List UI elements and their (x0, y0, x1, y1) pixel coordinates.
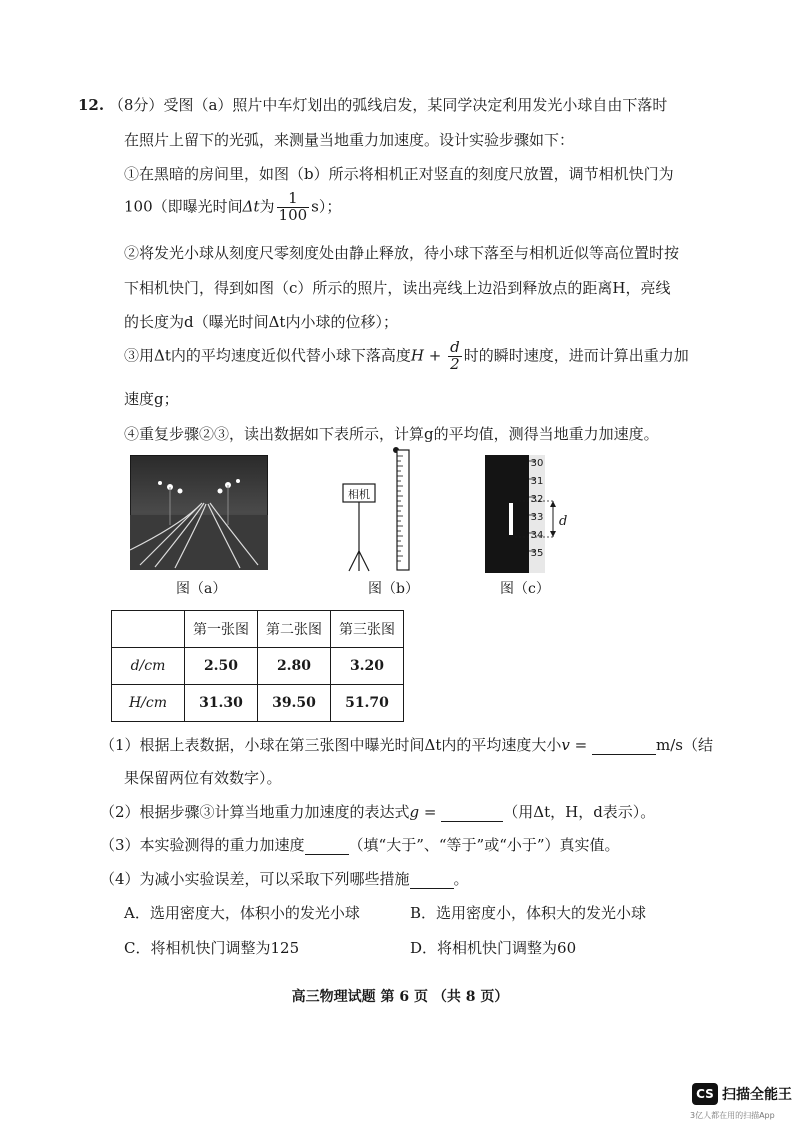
table-cell: 2.50 (185, 648, 258, 685)
figure-a-caption: 图（a） (176, 581, 227, 597)
step3-plus: + (423, 346, 447, 365)
step1-line-a: ①在黑暗的房间里，如图（b）所示将相机正对竖直的刻度尺放置，调节相机快门为 (124, 165, 674, 183)
step3-line-a (124, 340, 689, 373)
camscanner-name: 扫描全能王 (722, 1087, 792, 1103)
q1-prefix: （1）根据上表数据，小球在第三张图中曝光时间Δt内的平均速度大小 (100, 736, 562, 754)
subquestion-1-line-b: 果保留两位有效数字）。 (124, 769, 282, 787)
question-intro-1: 受图（a）照片中车灯划出的弧线启发，某同学决定利用发光小球自由下落时 (163, 96, 668, 114)
answer-blank-q3[interactable] (305, 836, 349, 855)
table-header-cell (112, 611, 185, 648)
figure-c-d-label: d (559, 514, 568, 529)
q4-prefix: （4）为减小实验误差，可以采取下列哪些措施 (100, 870, 410, 888)
ruler-tick-label: 34 (530, 530, 544, 541)
step4-line: ④重复步骤②③，读出数据如下表所示，计算g的平均值，测得当地重力加速度。 (124, 425, 659, 443)
q3-suffix: （填“大于”、“等于”或“小于”）真实值。 (348, 836, 620, 854)
camscanner-logo-icon: CS (692, 1083, 718, 1105)
subquestion-3 (100, 834, 620, 855)
step2-line-a: ②将发光小球从刻度尺零刻度处由静止释放，待小球下落至与相机近似等高位置时按 (124, 244, 680, 262)
figure-b-camera-label: 相机 (348, 488, 370, 501)
step1-frac-den: 100 (278, 205, 308, 224)
figure-c-ruler-labels (530, 455, 544, 573)
ruler-tick-label: 31 (530, 476, 544, 487)
q2-var: g (409, 803, 420, 821)
step3-suffix: 时的瞬时速度，进而计算出重力加 (463, 346, 689, 365)
option-c[interactable]: C．将相机快门调整为125 (124, 939, 300, 957)
q2-suffix: （用Δt，H，d表示）。 (503, 803, 656, 821)
table-cell: 39.50 (258, 685, 331, 722)
table-header-cell: 第二张图 (258, 611, 331, 648)
figure-b-caption: 图（b） (368, 581, 419, 597)
subquestion-1-line-a (100, 734, 713, 755)
figure-c-caption: 图（c） (500, 581, 550, 597)
q1-var: v (561, 736, 570, 754)
ruler-tick-label: 30 (530, 458, 544, 469)
step2-line-c: 的长度为d（曝光时间Δt内小球的位移）； (124, 313, 398, 331)
q4-suffix: 。 (453, 870, 469, 888)
subquestion-4 (100, 868, 469, 889)
question-score: （8分） (108, 96, 164, 114)
question-intro-line-1 (78, 94, 667, 115)
step3-frac-den: 2 (450, 354, 460, 373)
step1-var: Δt (242, 197, 260, 216)
step1-line-b (124, 191, 341, 224)
step3-line-b: 速度g； (124, 390, 179, 408)
q3-prefix: （3）本实验测得的重力加速度 (100, 836, 305, 854)
question-intro-2: 在照片上留下的光弧，来测量当地重力加速度。设计实验步骤如下： (124, 131, 575, 149)
question-number: 12. (78, 96, 105, 114)
table-row (112, 685, 404, 722)
ruler-tick-label: 33 (530, 512, 544, 523)
step1-suffix: s）； (311, 197, 342, 216)
option-a[interactable]: A．选用密度大，体积小的发光小球 (124, 904, 360, 922)
step1-frac-num: 1 (277, 191, 310, 208)
option-b[interactable]: B．选用密度小，体积大的发光小球 (410, 904, 647, 922)
figure-a-photo (130, 455, 268, 570)
step3-prefix: ③用Δt内的平均速度近似代替小球下落高度 (124, 346, 411, 365)
data-table (111, 610, 404, 722)
table-cell: 31.30 (185, 685, 258, 722)
table-cell: 3.20 (331, 648, 404, 685)
table-header-cell: 第三张图 (331, 611, 404, 648)
step1-fraction (277, 191, 310, 224)
answer-blank-q4[interactable] (410, 870, 454, 889)
answer-blank-q2[interactable] (441, 803, 503, 822)
table-header-cell: 第一张图 (185, 611, 258, 648)
table-header-row (112, 611, 404, 648)
q1-equals: = (569, 736, 593, 754)
figure-b-diagram (335, 446, 415, 576)
step1-mid: 为 (259, 197, 275, 216)
step1-prefix: 100（即曝光时间 (124, 197, 243, 216)
table-row-label: d/cm (112, 648, 185, 685)
ruler-tick-label: 35 (530, 548, 544, 559)
table-cell: 2.80 (258, 648, 331, 685)
q2-prefix: （2）根据步骤③计算当地重力加速度的表达式 (100, 803, 410, 821)
table-row-label: H/cm (112, 685, 185, 722)
figure-c-photo (485, 455, 570, 575)
q2-equals: = (419, 803, 442, 821)
q1-suffix: m/s（结 (656, 736, 713, 754)
step3-fraction (448, 340, 462, 373)
option-d[interactable]: D．将相机快门调整为60 (410, 939, 577, 957)
table-row (112, 648, 404, 685)
subquestion-2 (100, 801, 655, 822)
camscanner-tagline: 3亿人都在用的扫描App (690, 1111, 775, 1120)
answer-blank-q1[interactable] (592, 736, 656, 755)
table-cell: 51.70 (331, 685, 404, 722)
step2-line-b: 下相机快门，得到如图（c）所示的照片，读出亮线上边沿到释放点的距离H，亮线 (124, 279, 671, 297)
page-footer: 高三物理试题 第 6 页 （共 8 页） (291, 989, 509, 1005)
step3-H: H (410, 346, 424, 365)
ruler-tick-label: 32 (530, 494, 544, 505)
step3-frac-num: d (450, 338, 460, 356)
